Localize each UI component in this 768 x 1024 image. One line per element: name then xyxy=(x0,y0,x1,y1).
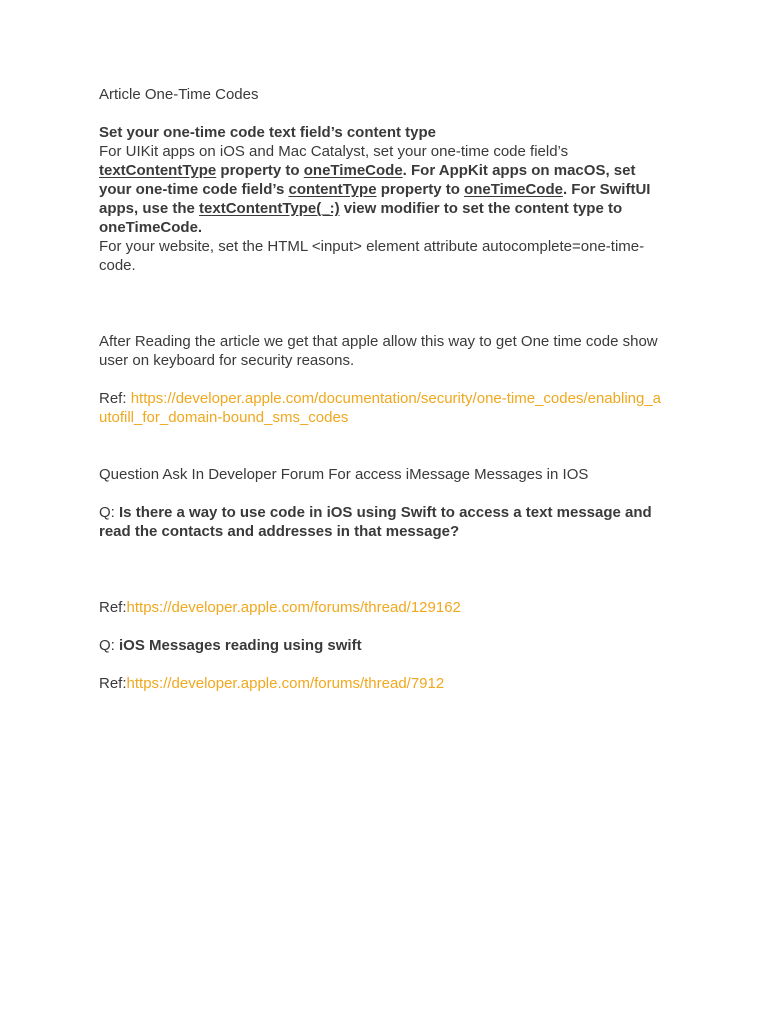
para-summary-text: After Reading the article we get that apple allow this way to get One time code show user on keyboard for security reasons. xyxy=(99,333,658,369)
ref-forum-2 xyxy=(99,674,669,693)
spacer xyxy=(99,655,669,674)
section-heading-text: Set your one-time code text field’s content type xyxy=(99,124,437,141)
spacer xyxy=(99,541,669,579)
para-website xyxy=(99,237,669,275)
para1-text-5: . For SwiftUI apps, use the xyxy=(99,181,651,217)
code-textcontenttype[interactable]: textContentType xyxy=(99,162,217,179)
code-textcontenttype-modifier[interactable]: textContentType(_:) xyxy=(199,200,340,217)
ref-article-link[interactable]: https://developer.apple.com/documentation/security/one-time_codes/enabling_autofill_for_domain-bound_sms_codes xyxy=(99,390,662,426)
para-summary xyxy=(99,332,669,370)
question-2-text: iOS Messages reading using swift xyxy=(119,637,362,654)
ref-forum-1 xyxy=(99,598,669,617)
ref-forum-1-link[interactable]: https://developer.apple.com/forums/thread/129162 xyxy=(126,599,461,616)
question-1 xyxy=(99,503,669,541)
section-heading xyxy=(99,123,669,142)
para-content-type xyxy=(99,142,669,237)
forum-heading-text: Question Ask In Developer Forum For access iMessage Messages in IOS xyxy=(99,466,589,483)
ref-label: Ref: xyxy=(99,390,131,407)
para1-text-2: property to xyxy=(216,162,304,179)
spacer xyxy=(99,427,669,465)
para-website-text: For your website, set the HTML <input> element attribute autocomplete=one-time-code. xyxy=(99,238,645,274)
para1-text-1: For UIKit apps on iOS and Mac Catalyst, set your one-time code field’s xyxy=(99,143,569,160)
ref-label: Ref: xyxy=(99,675,127,692)
question-label: Q: xyxy=(99,504,120,521)
para1-text-6: view modifier to set the content type to oneTimeCode. xyxy=(99,200,623,236)
spacer xyxy=(99,370,669,389)
question-2 xyxy=(99,636,669,655)
question-1-text: Is there a way to use code in iOS using Swift to access a text message and read the contacts and addresses in that message? xyxy=(99,504,652,540)
spacer xyxy=(99,313,669,332)
article-title-text: Article One-Time Codes xyxy=(99,86,259,103)
ref-label: Ref: xyxy=(99,599,127,616)
spacer xyxy=(99,617,669,636)
spacer xyxy=(99,484,669,503)
code-onetimecode-2[interactable]: oneTimeCode xyxy=(464,181,563,198)
spacer xyxy=(99,104,669,123)
ref-forum-2-link[interactable]: https://developer.apple.com/forums/thread/7912 xyxy=(126,675,445,692)
spacer xyxy=(99,579,669,598)
article-title xyxy=(99,85,669,104)
document-body xyxy=(99,85,669,693)
spacer xyxy=(99,275,669,313)
para1-text-4: property to xyxy=(376,181,465,198)
ref-article xyxy=(99,389,669,427)
forum-heading xyxy=(99,465,669,484)
code-onetimecode[interactable]: oneTimeCode xyxy=(303,162,403,179)
para1-text-3: . For AppKit apps on macOS, set your one-time code field’s xyxy=(99,162,636,198)
question-label: Q: xyxy=(99,637,120,654)
code-contenttype[interactable]: contentType xyxy=(288,181,377,198)
